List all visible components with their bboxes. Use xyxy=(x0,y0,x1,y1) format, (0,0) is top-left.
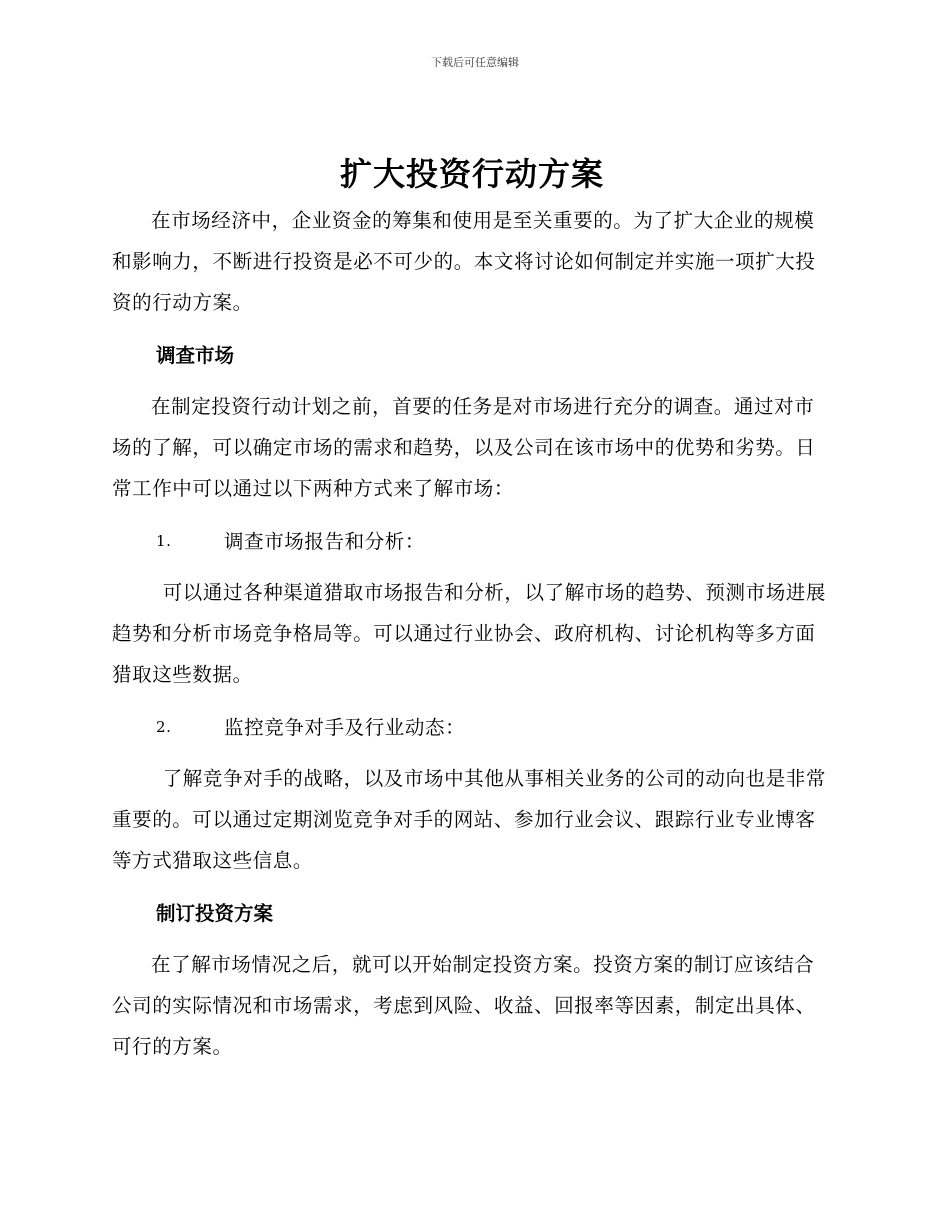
list-number: 2. xyxy=(156,718,172,736)
page-header-note: 下载后可任意编辑 xyxy=(431,56,519,69)
list-item-1-paragraph: 可以通过各种渠道猎取市场报告和分析，以了解市场的趋势、预测市场进展趋势和分析市场竞争格局等。可以通过行业协会、政府机构、讨论机构等多方面猎取这些数据。 xyxy=(112,581,826,686)
list-label: 监控竞争对手及行业动态： xyxy=(224,716,466,739)
list-item-2-paragraph: 了解竞争对手的战略，以及市场中其他从事相关业务的公司的动向也是非常重要的。可以通过定期浏览竞争对手的网站、参加行业会议、跟踪行业专业博客等方式猎取这些信息。 xyxy=(112,767,826,872)
list-label: 调查市场报告和分析： xyxy=(224,530,426,553)
document-title: 扩大投资行动方案 xyxy=(339,155,604,193)
section-heading-market-research: 调查市场 xyxy=(156,344,235,367)
market-research-paragraph: 在制定投资行动计划之前，首要的任务是对市场进行充分的调查。通过对市场的了解，可以确定市场的需求和趋势，以及公司在该市场中的优势和劣势。日常工作中可以通过以下两种方式来了解市场： xyxy=(112,395,816,500)
intro-paragraph: 在市场经济中，企业资金的筹集和使用是至关重要的。为了扩大企业的规模和影响力，不断进行投资是必不可少的。本文将讨论如何制定并实施一项扩大投资的行动方案。 xyxy=(112,209,816,314)
list-number: 1. xyxy=(156,532,172,550)
list-item-2 xyxy=(112,707,832,748)
list-item-1 xyxy=(112,521,832,562)
section-heading-investment-plan: 制订投资方案 xyxy=(156,902,274,925)
investment-plan-paragraph: 在了解市场情况之后，就可以开始制定投资方案。投资方案的制订应该结合公司的实际情况和市场需求，考虑到风险、收益、回报率等因素，制定出具体、可行的方案。 xyxy=(112,953,816,1058)
document-body xyxy=(112,150,832,1067)
